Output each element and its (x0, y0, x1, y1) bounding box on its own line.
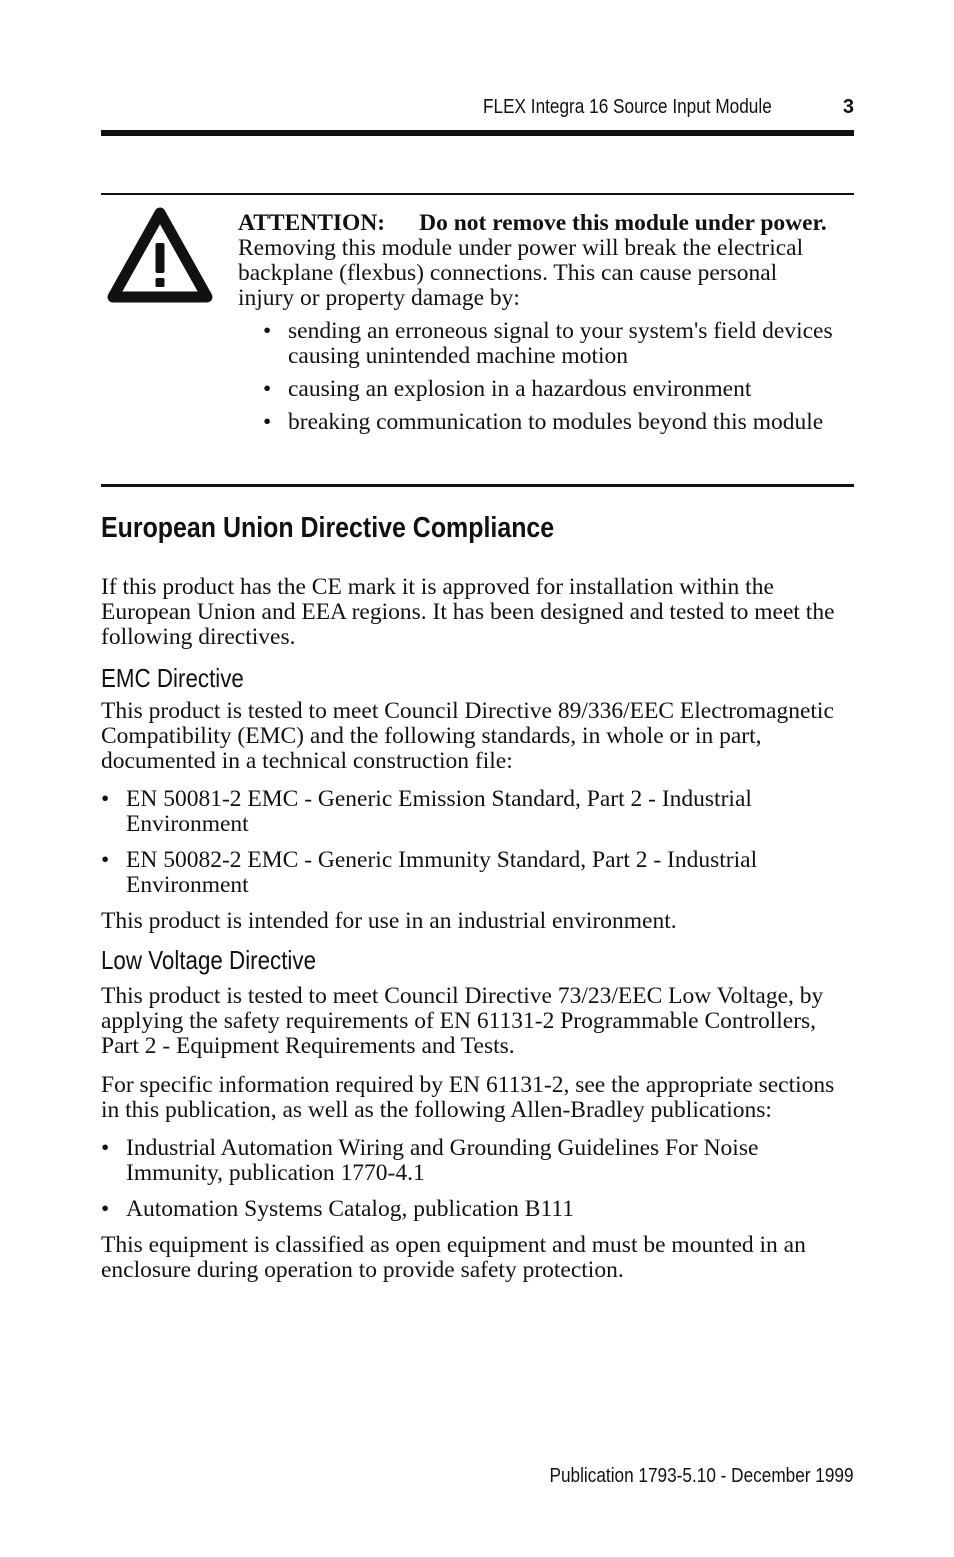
attention-list-item: • causing an explosion in a hazardous environment (288, 377, 838, 402)
list-item: • Automation Systems Catalog, publication B111 (126, 1197, 854, 1222)
main-content (101, 511, 854, 1283)
attention-list-item: • breaking communication to modules beyond this module (288, 410, 838, 435)
list-item: • EN 50081-2 EMC - Generic Emission Standard, Part 2 - Industrial Environment (126, 787, 854, 837)
attention-bold-text: Do not remove this module under power. (419, 210, 827, 236)
lvd-paragraph: This product is tested to meet Council Directive 73/23/EEC Low Voltage, by applying the safety requirements of EN 61131-2 Programmable Controllers, Part 2 - Equipment Requirements and Tests. (101, 983, 824, 1059)
emc-heading: EMC Directive (101, 663, 244, 693)
running-header (101, 96, 854, 122)
attention-list (238, 319, 838, 435)
emc-paragraph: This product is tested to meet Council Directive 89/336/EEC Electromagnetic Compatibility (EMC) and the following standards, in whole or in part, documented in a technical construction file: (101, 698, 834, 774)
list-item: • EN 50082-2 EMC - Generic Immunity Standard, Part 2 - Industrial Environment (126, 848, 854, 898)
intro-paragraph: If this product has the CE mark it is approved for installation within the European Union and EEA regions. It has been designed and tested to meet the following directives. (101, 574, 835, 650)
lvd-heading: Low Voltage Directive (101, 945, 317, 975)
section-title: European Union Directive Compliance (101, 512, 555, 544)
attention-bottom-rule (101, 484, 854, 487)
attention-notice (238, 211, 838, 443)
attention-list-item: • sending an erroneous signal to your system's field devices causing unintended machine motion (288, 319, 838, 369)
attention-top-rule (101, 193, 854, 195)
running-header-title: FLEX Integra 16 Source Input Module (483, 96, 772, 118)
header-rule (101, 130, 854, 136)
page-number: 3 (842, 96, 854, 118)
lvd-closing-paragraph: This equipment is classified as open equipment and must be mounted in an enclosure during operation to provide safety protection. (101, 1232, 806, 1283)
publications-list (101, 1136, 854, 1222)
attention-paragraph (238, 211, 838, 311)
list-item: • Industrial Automation Wiring and Grounding Guidelines For Noise Immunity, publication 1770-4.1 (126, 1136, 854, 1186)
emc-standards-list (101, 787, 854, 898)
attention-text: Removing this module under power will break the electrical backplane (flexbus) connections. This can cause personal injury or property damage by: (238, 235, 804, 311)
lvd-paragraph-2: For specific information required by EN 61131-2, see the appropriate sections in this publication, as well as the following Allen-Bradley publications: (101, 1072, 835, 1123)
warning-triangle-icon (107, 205, 213, 309)
emc-closing-paragraph: This product is intended for use in an industrial environment. (101, 908, 677, 934)
footer-publication: Publication 1793-5.10 - December 1999 (549, 1465, 854, 1487)
attention-label: ATTENTION: (238, 210, 386, 236)
